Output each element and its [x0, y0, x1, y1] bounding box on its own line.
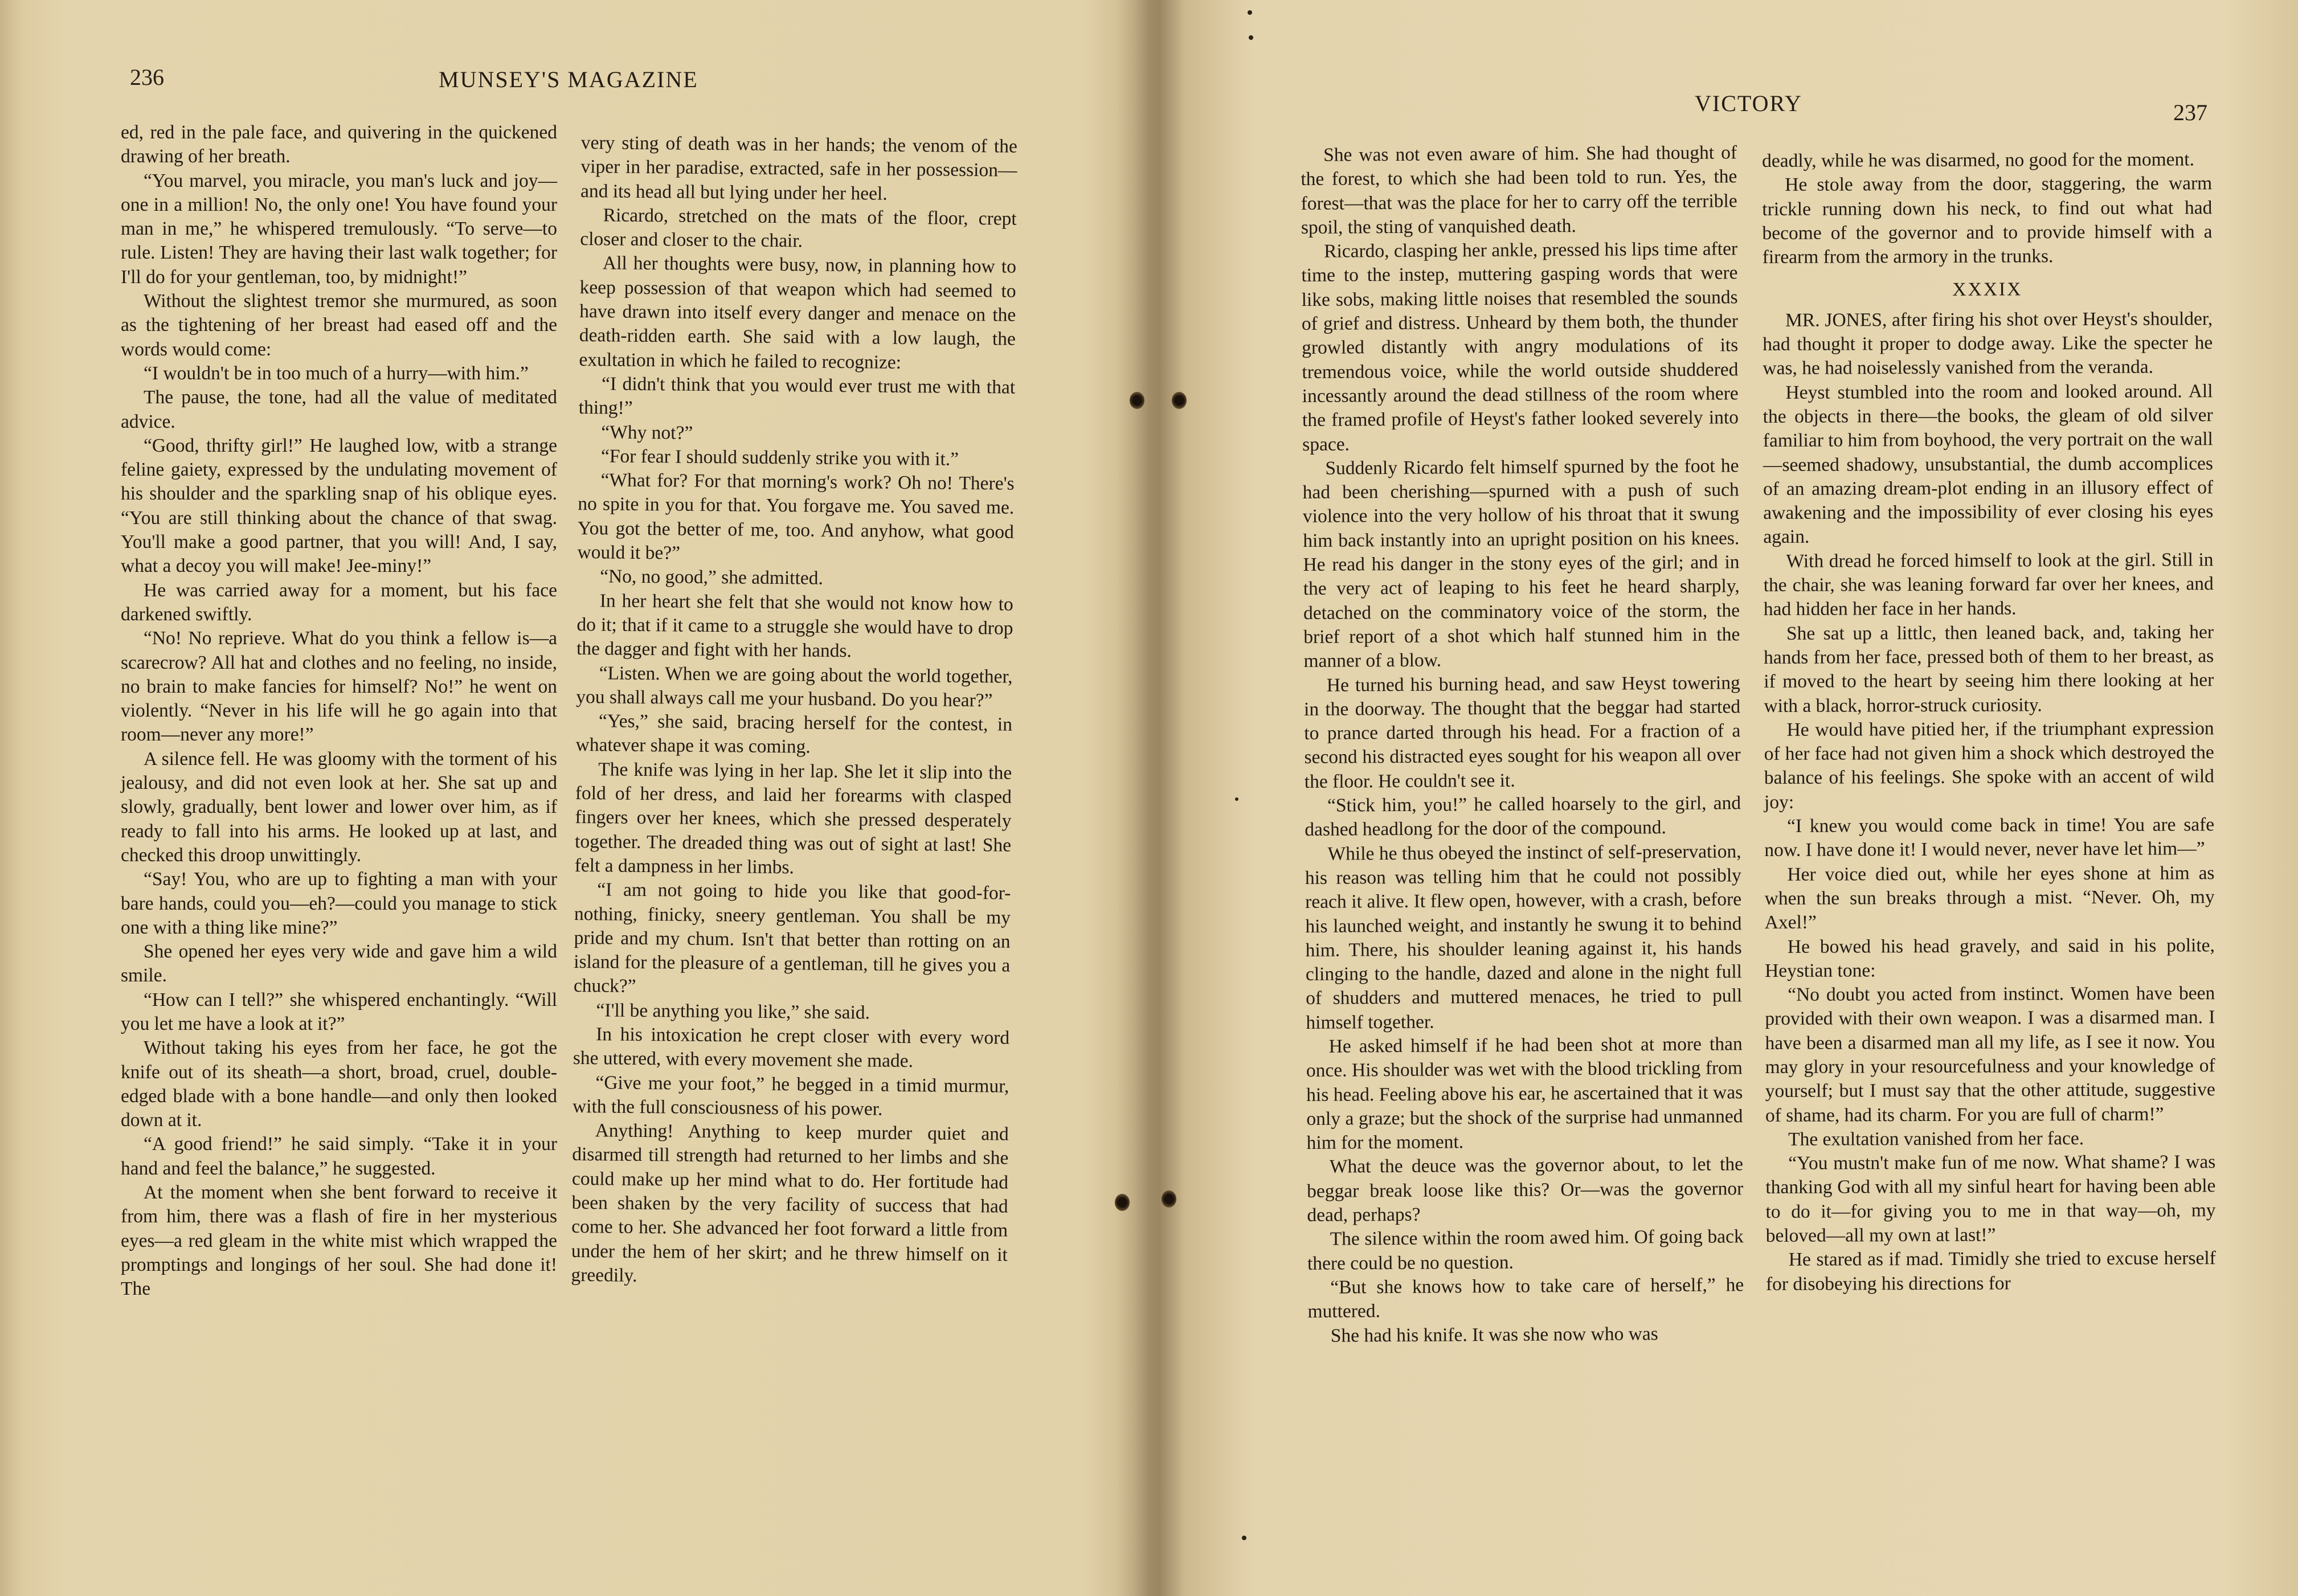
paragraph: While he thus obeyed the instinct of self-preservation, his reason was telling him that he could not possibly reach it alive. It flew open, however, with a crash, before his launched weight, and instantly he swung it to behind him. There, his shoulder leaning against it, his hands clinging to the handle, dazed and alone in the night full of shudders and muttered menaces, he tried to pull himself together. [1305, 840, 1743, 1033]
paragraph: MR. JONES, after firing his shot over Heyst's shoulder, had thought it proper to dodge away. Like the specter he was, he had noiselessly vanished from the veranda. [1763, 308, 2213, 379]
paragraph: In his intoxication he crept closer with every word she uttered, with every movement she made. [573, 1024, 1010, 1072]
paragraph: He would have pitied her, if the triumphant expression of her face had not given him a shock which destroyed the balance of his feelings. She spoke with an accent of wild joy: [1764, 718, 2214, 813]
running-head-right: VICTORY [1695, 91, 1802, 116]
paragraph: very sting of death was in her hands; the venom of the viper in her paradise, extracted, safe in her possession—and its head all but lying under her heel. [580, 132, 1017, 204]
paragraph: A silence fell. He was gloomy with the torment of his jealousy, and did not even look at her. She sat up and slowly, gradually, bent lower and lower over him, as if ready to fall into his arms. He looked up at last, and checked this droop unwittingly. [121, 748, 557, 866]
paragraph: She was not even aware of him. She had thought of the forest, to which she had been told to run. Yes, the forest—that was the place for her to carry off the terrible spoil, the sting of vanquished death. [1301, 142, 1737, 238]
paragraph: He was carried away for a moment, but his face darkened swiftly. [121, 579, 557, 625]
paragraph: She opened her eyes very wide and gave him a wild smile. [121, 941, 557, 987]
paragraph: “I am not going to hide you like that good-for-nothing, finicky, sneery gentleman. You shall be my pride and my chum. Isn't that better than rotting on an island for the pleasure of a gentleman, till he gives you a chuck?” [573, 879, 1011, 997]
running-head-left: MUNSEY'S MAGAZINE [439, 67, 698, 92]
paragraph: “Why not?” [601, 421, 693, 444]
left-page-column-2 [571, 131, 1017, 1291]
paragraph: “Good, thrifty girl!” He laughed low, witb a strange feline gaiety, expressed by the undulating movement of his shoulder and the sparkling snap of his oblique eyes. “You are still thinking about the chance of that swag. You'll make a good partner, that you will! And, I say, what a decoy you will make! Jee-miny!” [121, 435, 557, 577]
paragraph: She sat up a littlc, then leaned back, and, taking her hands from her face, pressed both of them to her breast, as if moved to the heart by seeing him there looking at her with a black, horror-struck curiosity. [1764, 621, 2214, 717]
paragraph: He asked himself if he had been shot at more than once. His shoulder was wet with the blood trickling from his head. Feeling above his ear, he ascertained that it was only a graze; but the shock of the surprise had unmanned him for the moment. [1306, 1033, 1743, 1154]
paragraph: Anything! Anything to keep murder quiet and disarmed till strength had returned to her limbs and she could make up her mind what to do. Her fortitude had been shaken by the very facility of success that had come to her. She advanced her foot forward a little from under the hem of her skirt; and he threw himself on it greedily. [571, 1120, 1009, 1286]
paragraph: “I wouldn't be in too much of a hurry—with him.” [144, 362, 529, 384]
paragraph: Suddenly Ricardo felt himself spurned by the foot he had been cherishing—spurned with a push of such violence into the very hollow of his throat that it swung him back instantly into an upright position on his knees. He read his danger in the stony eyes of the girl; and in the very act of leaping to his feet he heard sharply, detached on the comminatory voice of the storm, the brief report of a shot which half stunned him in the manner of a blow. [1302, 455, 1740, 672]
paragraph: Ricardo, stretched on the mats of the floor, crept closer and closer to the chair. [580, 204, 1017, 252]
paragraph: He stole away from the door, staggering, the warm trickle running down his neck, to find out what had become of the governor and to provide himself with a firearm from the armory in the trunks. [1762, 173, 2213, 268]
paragraph: The pause, the tone, had all the value of meditated advice. [121, 387, 557, 432]
paragraph: “Give me your foot,” he begged in a timid murmur, with the full consciousness of his power. [572, 1071, 1009, 1120]
paragraph: “A good friend!” he said simply. “Take it in your hand and feel the balance,” he suggested. [121, 1133, 557, 1179]
paragraph: ed, red in the pale face, and quivering in the quickened drawing of her breath. [121, 122, 557, 167]
paragraph: The knife was lying in her lap. She let it slip into the fold of her dress, and laid her forearms with clasped fingers over her knees, which she pressed desperately together. The dreaded thing was out of sight at last! She felt a dampness in her limbs. [574, 759, 1012, 878]
staple-hole [1172, 392, 1187, 409]
staple-hole [1115, 1194, 1130, 1211]
paragraph: Her voice died out, while her eyes shone at him as when the sun breaks through a mist. “Never. Oh, my Axel!” [1764, 862, 2215, 934]
paragraph: “I knew you would come back in time! You are safe now. I have done it! I would never, never have let him—” [1764, 814, 2215, 861]
paragraph: He turned his burning head, and saw Heyst towering in the doorway. The thought that the beggar had started to prance darted through his head. For a fraction of a second his distracted eyes sought for his weapon all over the floor. He couldn't see it. [1303, 672, 1741, 792]
paper-speck [1249, 35, 1253, 40]
chapter-heading: XXXIX [1952, 279, 2023, 301]
right-page-column-1 [1301, 141, 1744, 1348]
paragraph: deadly, while he was disarmed, no good for the moment. [1762, 149, 2194, 171]
paper-speck [1248, 10, 1252, 15]
paragraph: With dread he forced himself to look at the girl. Still in the chair, she was leaning forward far over her knees, and had hidden her face in her hands. [1763, 549, 2214, 620]
paragraph: What the deuce was the governor about, to let the beggar break loose like this? Or—was the governor dead, perhaps? [1307, 1153, 1744, 1226]
paragraph: She had his knife. It was she now who was [1330, 1323, 1658, 1347]
paragraph: He bowed his head gravely, and said in his polite, Heystian tone: [1764, 934, 2215, 981]
right-page-column-2 [1762, 148, 2216, 1296]
page-number-right: 237 [2173, 100, 2207, 125]
paragraph: Without the slightest tremor she murmured, as soon as the tightening of her breast had eased off and the words would come: [121, 290, 557, 360]
paragraph: “Say! You, who are up to fighting a man with your bare hands, could you—eh?—could you manage to stick one with a thing like mine?” [121, 869, 557, 938]
staple-hole [1130, 392, 1144, 409]
paragraph: “I didn't think that you would ever trust me with that thing!” [578, 373, 1016, 419]
paragraph: “For fear I should suddenly strike you with it.” [600, 445, 959, 470]
paragraph: “Listen. When we are going about the world together, you shall always call me your husband. Do you hear?” [576, 662, 1013, 711]
paragraph: “What for? For that morning's work? Oh no! There's no spite in you for that. You forgave me. You saved me. You got the better of me, too. And anyhow, what good would it be?” [577, 469, 1015, 564]
paragraph: “Stick him, you!” he called hoarsely to the girl, and dashed headlong for the door of the compound. [1305, 792, 1741, 841]
paragraph: Heyst stumbled into the room and looked around. All the objects in there—the books, the gleam of old silver familiar to him from boyhood, the very portrait on the wall—seemed shadowy, unsubstantial, the dumb accomplices of an amazing dream-plot ending in an illusory effect of awakening and the impossibility of ever closing his eyes again. [1763, 380, 2214, 548]
paragraph: Ricardo, clasping her ankle, pressed his lips time after time to the instep, muttering gasping words that were like sobs, making little noises that resembled the sounds of grief and distress. Unheard by them both, the thunder growled distantly with angry modulations of its tremendous voice, while the world outside shuddered incessantly around the dead stillness of the room where the framed profile of Heyst's father looked severely into space. [1301, 238, 1739, 455]
paragraph: He stared as if mad. Timidly she tried to excuse herself for disobeying his directions for [1765, 1247, 2216, 1295]
paragraph: Without taking his eyes from her face, he got the knife out of its sheath—a short, broad, cruel, double-edged blade with a bone handle—and only then looked down at it. [121, 1037, 557, 1131]
paragraph: “How can I tell?” she whispered enchantingly. “Will you let me have a look at it?” [121, 989, 557, 1034]
paragraph: All her thoughts were busy, now, in planning how to keep possession of that weapon which had seemed to have drawn into itself every danger and menace on the death-ridden earth. She said with a low laugh, the exultation in which he failed to recognize: [579, 252, 1017, 373]
paragraph: In her heart she felt that she would not know how to do it; that if it came to a struggle she would have to drop the dagger and fight with her hands. [576, 590, 1013, 662]
paragraph: “You mustn't make fun of me now. What shame? I was thanking God with all my sinful heart for having been able to do it—for giving you to me in that way—oh, my beloved—all my own at last!” [1765, 1151, 2216, 1247]
paper-speck [1235, 797, 1238, 801]
right-page [1149, 0, 2298, 1596]
paragraph: At the moment when she bent forward to receive it from him, there was a flash of fire in her mysterious eyes—a red gleam in the white mist which wrapped the promptings and longings of her soul. She had done it! The [121, 1182, 557, 1300]
paragraph: The exultation vanished from her face. [1788, 1127, 2084, 1150]
paragraph: “No, no good,” she admitted. [600, 566, 824, 590]
paragraph: The silence within the room awed him. Of going back there could be no question. [1307, 1226, 1744, 1274]
paragraph: “You marvel, you miracle, you man's luck and joy—one in a million! No, the only one! You have found your man in me,” he whispered tremulously. “To serve—to rule. Listen! They are having their last walk together; for I'll do for your gentleman, too, by midnight!” [121, 170, 557, 288]
paragraph: “But she knows how to take care of herself,” he muttered. [1307, 1274, 1744, 1323]
left-page-column-1 [121, 121, 557, 1302]
staple-hole [1162, 1190, 1176, 1208]
paragraph: “Yes,” she said, bracing herself for the contest, in whatever shape it was coming. [575, 710, 1013, 758]
paper-speck [1242, 1536, 1246, 1540]
page-number-left: 236 [130, 64, 164, 90]
paragraph: “No! No reprieve. What do you think a fellow is—a scarecrow? All hat and clothes and no feeling, no inside, no brain to make fancies for himself? No!” he went on violently. “Never in his life will he go again into that room—never any more!” [121, 628, 557, 746]
paragraph: “I'll be anything you like,” she said. [596, 999, 870, 1024]
paragraph: “No doubt you acted from instinct. Women have been provided with their own weapon. I was a disarmed man. I have been a disarmed man all my life, as I see it now. You may glory in your resourcefulness and your knowledge of yourself; but I must say that the other attitude, suggestive of shame, had its charm. For you are full of charm!” [1765, 983, 2215, 1126]
